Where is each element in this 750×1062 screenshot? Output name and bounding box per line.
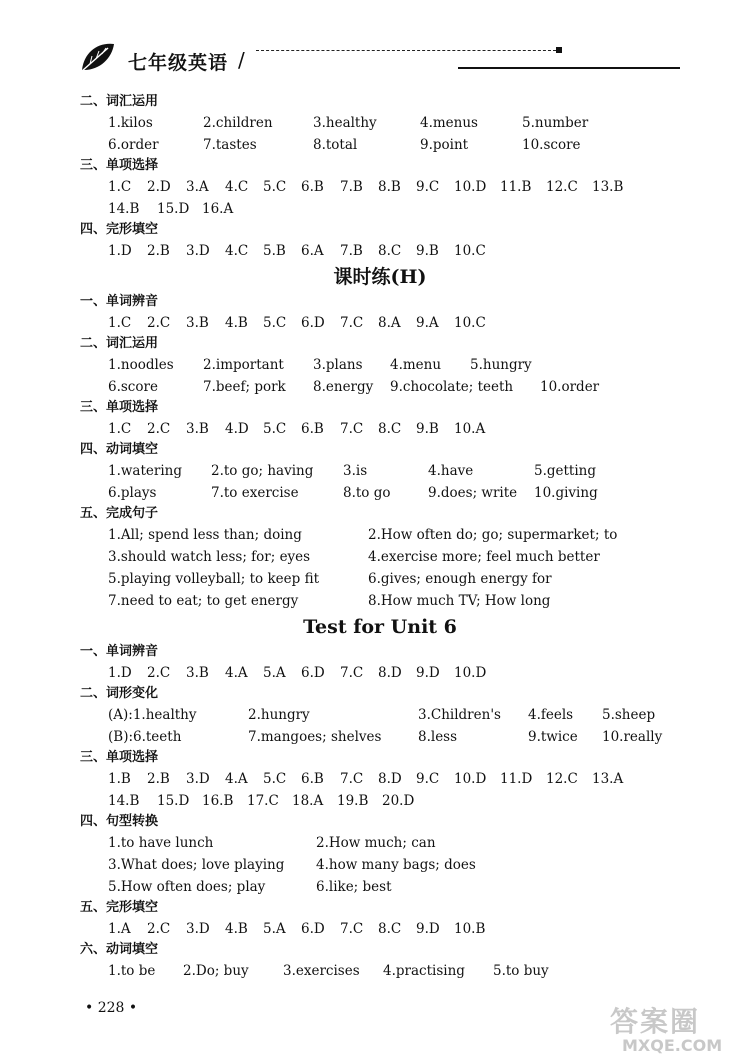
answer-item: 6.B (301, 421, 324, 437)
answer-item: 7.mangoes; shelves (248, 729, 382, 745)
answer-row (108, 590, 680, 612)
answer-item: 10.D (454, 179, 487, 195)
answer-item: 1.C (108, 421, 132, 437)
answer-item: 1.kilos (108, 115, 153, 131)
answer-item: 6.order (108, 137, 159, 153)
answer-item: 1.B (108, 771, 131, 787)
answer-item: 3.B (186, 315, 209, 331)
answer-item: 12.C (546, 179, 578, 195)
answer-item: 7.C (340, 771, 364, 787)
answer-item: 8.D (378, 771, 402, 787)
page-header (78, 40, 688, 80)
answer-row (108, 854, 680, 876)
watermark-logo-text: 答案圈 (610, 1005, 701, 1038)
answer-item: 3.B (186, 421, 209, 437)
answer-item: 11.D (500, 771, 533, 787)
answer-item: 4.practising (383, 963, 465, 979)
section-heading: 六、动词填空 (80, 942, 159, 957)
header-slash: / (238, 48, 245, 72)
answer-item: 16.A (202, 201, 234, 217)
answer-item: (A):1.healthy (108, 707, 197, 723)
answer-item: 4.D (225, 421, 249, 437)
answer-item: 15.D (157, 793, 190, 809)
section-heading: 二、词汇运用 (80, 94, 159, 109)
answer-item: 2.C (147, 921, 171, 937)
page-number: • 228 • (85, 1000, 138, 1016)
answer-item: 11.B (500, 179, 532, 195)
answer-item: 5.hungry (470, 357, 532, 373)
answer-item: 4.how many bags; does (316, 857, 476, 873)
answer-item: 7.B (340, 179, 363, 195)
answer-item: 10.C (454, 243, 486, 259)
answer-item: 2.C (147, 665, 171, 681)
answer-item: 6.B (301, 179, 324, 195)
section-heading: 三、单项选择 (80, 158, 159, 173)
answer-item: 6.D (301, 665, 325, 681)
answer-item: 5.How often does; play (108, 879, 266, 895)
answer-item: 2.important (203, 357, 284, 373)
answer-item: 3.A (186, 179, 209, 195)
section-heading: 二、词形变化 (80, 686, 159, 701)
answer-item: 7.C (340, 921, 364, 937)
answer-row (108, 312, 680, 334)
answer-item: 6.B (301, 771, 324, 787)
answer-row (108, 726, 680, 748)
answer-item: 5.playing volleyball; to keep fit (108, 571, 319, 587)
answer-item: 4.exercise more; feel much better (368, 549, 600, 565)
answer-item: 1.D (108, 243, 132, 259)
answer-item: 9.C (416, 179, 440, 195)
answer-item: 7.beef; pork (203, 379, 286, 395)
answer-item: 2.children (203, 115, 273, 131)
section-heading: 二、词汇运用 (80, 336, 159, 351)
answer-item: 4.menus (420, 115, 478, 131)
answer-item: 6.like; best (316, 879, 392, 895)
answer-item: 14.B (108, 793, 140, 809)
answer-item: 2.How often do; go; supermarket; to (368, 527, 618, 543)
section-heading: 五、完形填空 (80, 900, 159, 915)
answer-item: 1.C (108, 315, 132, 331)
leaf-icon (78, 40, 118, 74)
answer-item: (B):6.teeth (108, 729, 182, 745)
answer-item: 13.B (592, 179, 624, 195)
answer-item: 7.to exercise (211, 485, 299, 501)
answer-row (108, 918, 680, 940)
answer-item: 6.gives; enough energy for (368, 571, 552, 587)
answer-item: 8.to go (343, 485, 391, 501)
answer-item: 1.noodles (108, 357, 174, 373)
answer-row (108, 354, 680, 376)
answer-item: 10.D (454, 771, 487, 787)
answer-item: 4.feels (528, 707, 574, 723)
answer-row (108, 524, 680, 546)
answer-item: 6.A (301, 243, 324, 259)
answer-item: 6.D (301, 315, 325, 331)
answer-row (108, 662, 680, 684)
answer-item: 4.B (225, 315, 248, 331)
answer-item: 20.D (382, 793, 415, 809)
lesson-title: Test for Unit 6 (303, 616, 457, 638)
answer-item: 2.B (147, 771, 170, 787)
answer-item: 12.C (546, 771, 578, 787)
answer-row (108, 198, 680, 220)
answer-row (108, 568, 680, 590)
answer-row (108, 112, 680, 134)
answer-item: 18.A (292, 793, 324, 809)
answer-row (108, 176, 680, 198)
answer-item: 16.B (202, 793, 234, 809)
answer-item: 7.B (340, 243, 363, 259)
answer-content (80, 92, 680, 982)
answer-item: 9.chocolate; teeth (390, 379, 514, 395)
answer-row (108, 790, 680, 812)
section-heading: 四、动词填空 (80, 442, 159, 457)
answer-row (108, 134, 680, 156)
answer-item: 1.D (108, 665, 132, 681)
book-title: 七年级英语 (128, 52, 229, 74)
answer-item: 3.healthy (313, 115, 377, 131)
answer-row (108, 460, 680, 482)
answer-item: 8.less (418, 729, 458, 745)
answer-item: 5.C (263, 315, 287, 331)
answer-item: 3.D (186, 921, 210, 937)
answer-item: 1.C (108, 179, 132, 195)
answer-item: 7.tastes (203, 137, 257, 153)
answer-item: 3.should watch less; for; eyes (108, 549, 311, 565)
answer-item: 6.plays (108, 485, 157, 501)
answer-row (108, 418, 680, 440)
header-solid-line (458, 67, 680, 69)
answer-item: 5.sheep (602, 707, 656, 723)
answer-item: 9.B (416, 243, 439, 259)
answer-item: 4.A (225, 771, 248, 787)
answer-item: 3.B (186, 665, 209, 681)
answer-item: 8.C (378, 421, 402, 437)
answer-item: 8.C (378, 921, 402, 937)
answer-item: 9.D (416, 921, 440, 937)
answer-item: 2.C (147, 315, 171, 331)
section-heading: 五、完成句子 (80, 506, 159, 521)
answer-item: 9.C (416, 771, 440, 787)
answer-row (108, 704, 680, 726)
answer-item: 4.B (225, 921, 248, 937)
answer-item: 8.A (378, 315, 401, 331)
answer-item: 10.A (454, 421, 486, 437)
answer-item: 15.D (157, 201, 190, 217)
answer-item: 1.All; spend less than; doing (108, 527, 302, 543)
answer-item: 1.to be (108, 963, 156, 979)
answer-item: 8.How much TV; How long (368, 593, 551, 609)
answer-item: 10.C (454, 315, 486, 331)
answer-item: 10.order (540, 379, 600, 395)
answer-item: 6.D (301, 921, 325, 937)
answer-item: 3.Children's (418, 707, 501, 723)
answer-item: 6.score (108, 379, 158, 395)
answer-item: 9.point (420, 137, 469, 153)
answer-item: 8.energy (313, 379, 374, 395)
answer-item: 8.B (378, 179, 401, 195)
answer-item: 5.A (263, 921, 286, 937)
header-dashed-line (256, 50, 556, 51)
answer-row (108, 768, 680, 790)
answer-item: 5.C (263, 421, 287, 437)
answer-item: 3.What does; love playing (108, 857, 285, 873)
answer-row (108, 546, 680, 568)
answer-item: 2.to go; having (211, 463, 314, 479)
answer-item: 5.C (263, 179, 287, 195)
answer-item: 7.C (340, 421, 364, 437)
answer-row (108, 482, 680, 504)
answer-item: 5.C (263, 771, 287, 787)
answer-row (108, 960, 680, 982)
answer-row (108, 240, 680, 262)
answer-item: 9.twice (528, 729, 578, 745)
answer-item: 4.C (225, 179, 249, 195)
lesson-title: 课时练(H) (333, 266, 427, 288)
answer-row (108, 876, 680, 898)
answer-item: 4.menu (390, 357, 442, 373)
answer-item: 7.C (340, 665, 364, 681)
answer-item: 13.A (592, 771, 624, 787)
answer-item: 1.watering (108, 463, 183, 479)
answer-item: 3.exercises (283, 963, 360, 979)
answer-item: 3.plans (313, 357, 363, 373)
answer-item: 8.D (378, 665, 402, 681)
section-heading: 一、单词辨音 (80, 294, 159, 309)
answer-item: 5.number (522, 115, 589, 131)
answer-item: 3.D (186, 243, 210, 259)
answer-item: 2.hungry (248, 707, 310, 723)
watermark-url: MXQE.COM (622, 1036, 723, 1055)
answer-item: 1.A (108, 921, 131, 937)
answer-item: 10.D (454, 665, 487, 681)
answer-row (108, 376, 680, 398)
answer-item: 10.really (602, 729, 663, 745)
answer-item: 10.giving (534, 485, 598, 501)
answer-item: 8.total (313, 137, 358, 153)
answer-item: 9.B (416, 421, 439, 437)
answer-item: 10.B (454, 921, 486, 937)
answer-item: 4.have (428, 463, 474, 479)
section-heading: 三、单项选择 (80, 400, 159, 415)
answer-item: 10.score (522, 137, 581, 153)
answer-item: 5.getting (534, 463, 597, 479)
answer-item: 19.B (337, 793, 369, 809)
header-dash-end (556, 47, 562, 53)
answer-item: 7.C (340, 315, 364, 331)
answer-item: 7.need to eat; to get energy (108, 593, 299, 609)
answer-item: 9.does; write (428, 485, 518, 501)
answer-item: 4.A (225, 665, 248, 681)
section-heading: 四、句型转换 (80, 814, 159, 829)
answer-row (108, 832, 680, 854)
answer-item: 9.A (416, 315, 439, 331)
section-heading: 三、单项选择 (80, 750, 159, 765)
watermark (600, 1000, 730, 1055)
answer-item: 4.C (225, 243, 249, 259)
answer-item: 14.B (108, 201, 140, 217)
answer-item: 1.to have lunch (108, 835, 214, 851)
answer-item: 17.C (247, 793, 279, 809)
answer-item: 9.D (416, 665, 440, 681)
section-heading: 四、完形填空 (80, 222, 159, 237)
answer-item: 2.C (147, 421, 171, 437)
answer-item: 8.C (378, 243, 402, 259)
answer-item: 2.B (147, 243, 170, 259)
answer-item: 3.D (186, 771, 210, 787)
answer-item: 5.B (263, 243, 286, 259)
answer-item: 2.How much; can (316, 835, 436, 851)
answer-item: 3.is (343, 463, 368, 479)
answer-item: 5.to buy (493, 963, 549, 979)
answer-item: 2.Do; buy (183, 963, 249, 979)
answer-item: 2.D (147, 179, 171, 195)
section-heading: 一、单词辨音 (80, 644, 159, 659)
answer-item: 5.A (263, 665, 286, 681)
